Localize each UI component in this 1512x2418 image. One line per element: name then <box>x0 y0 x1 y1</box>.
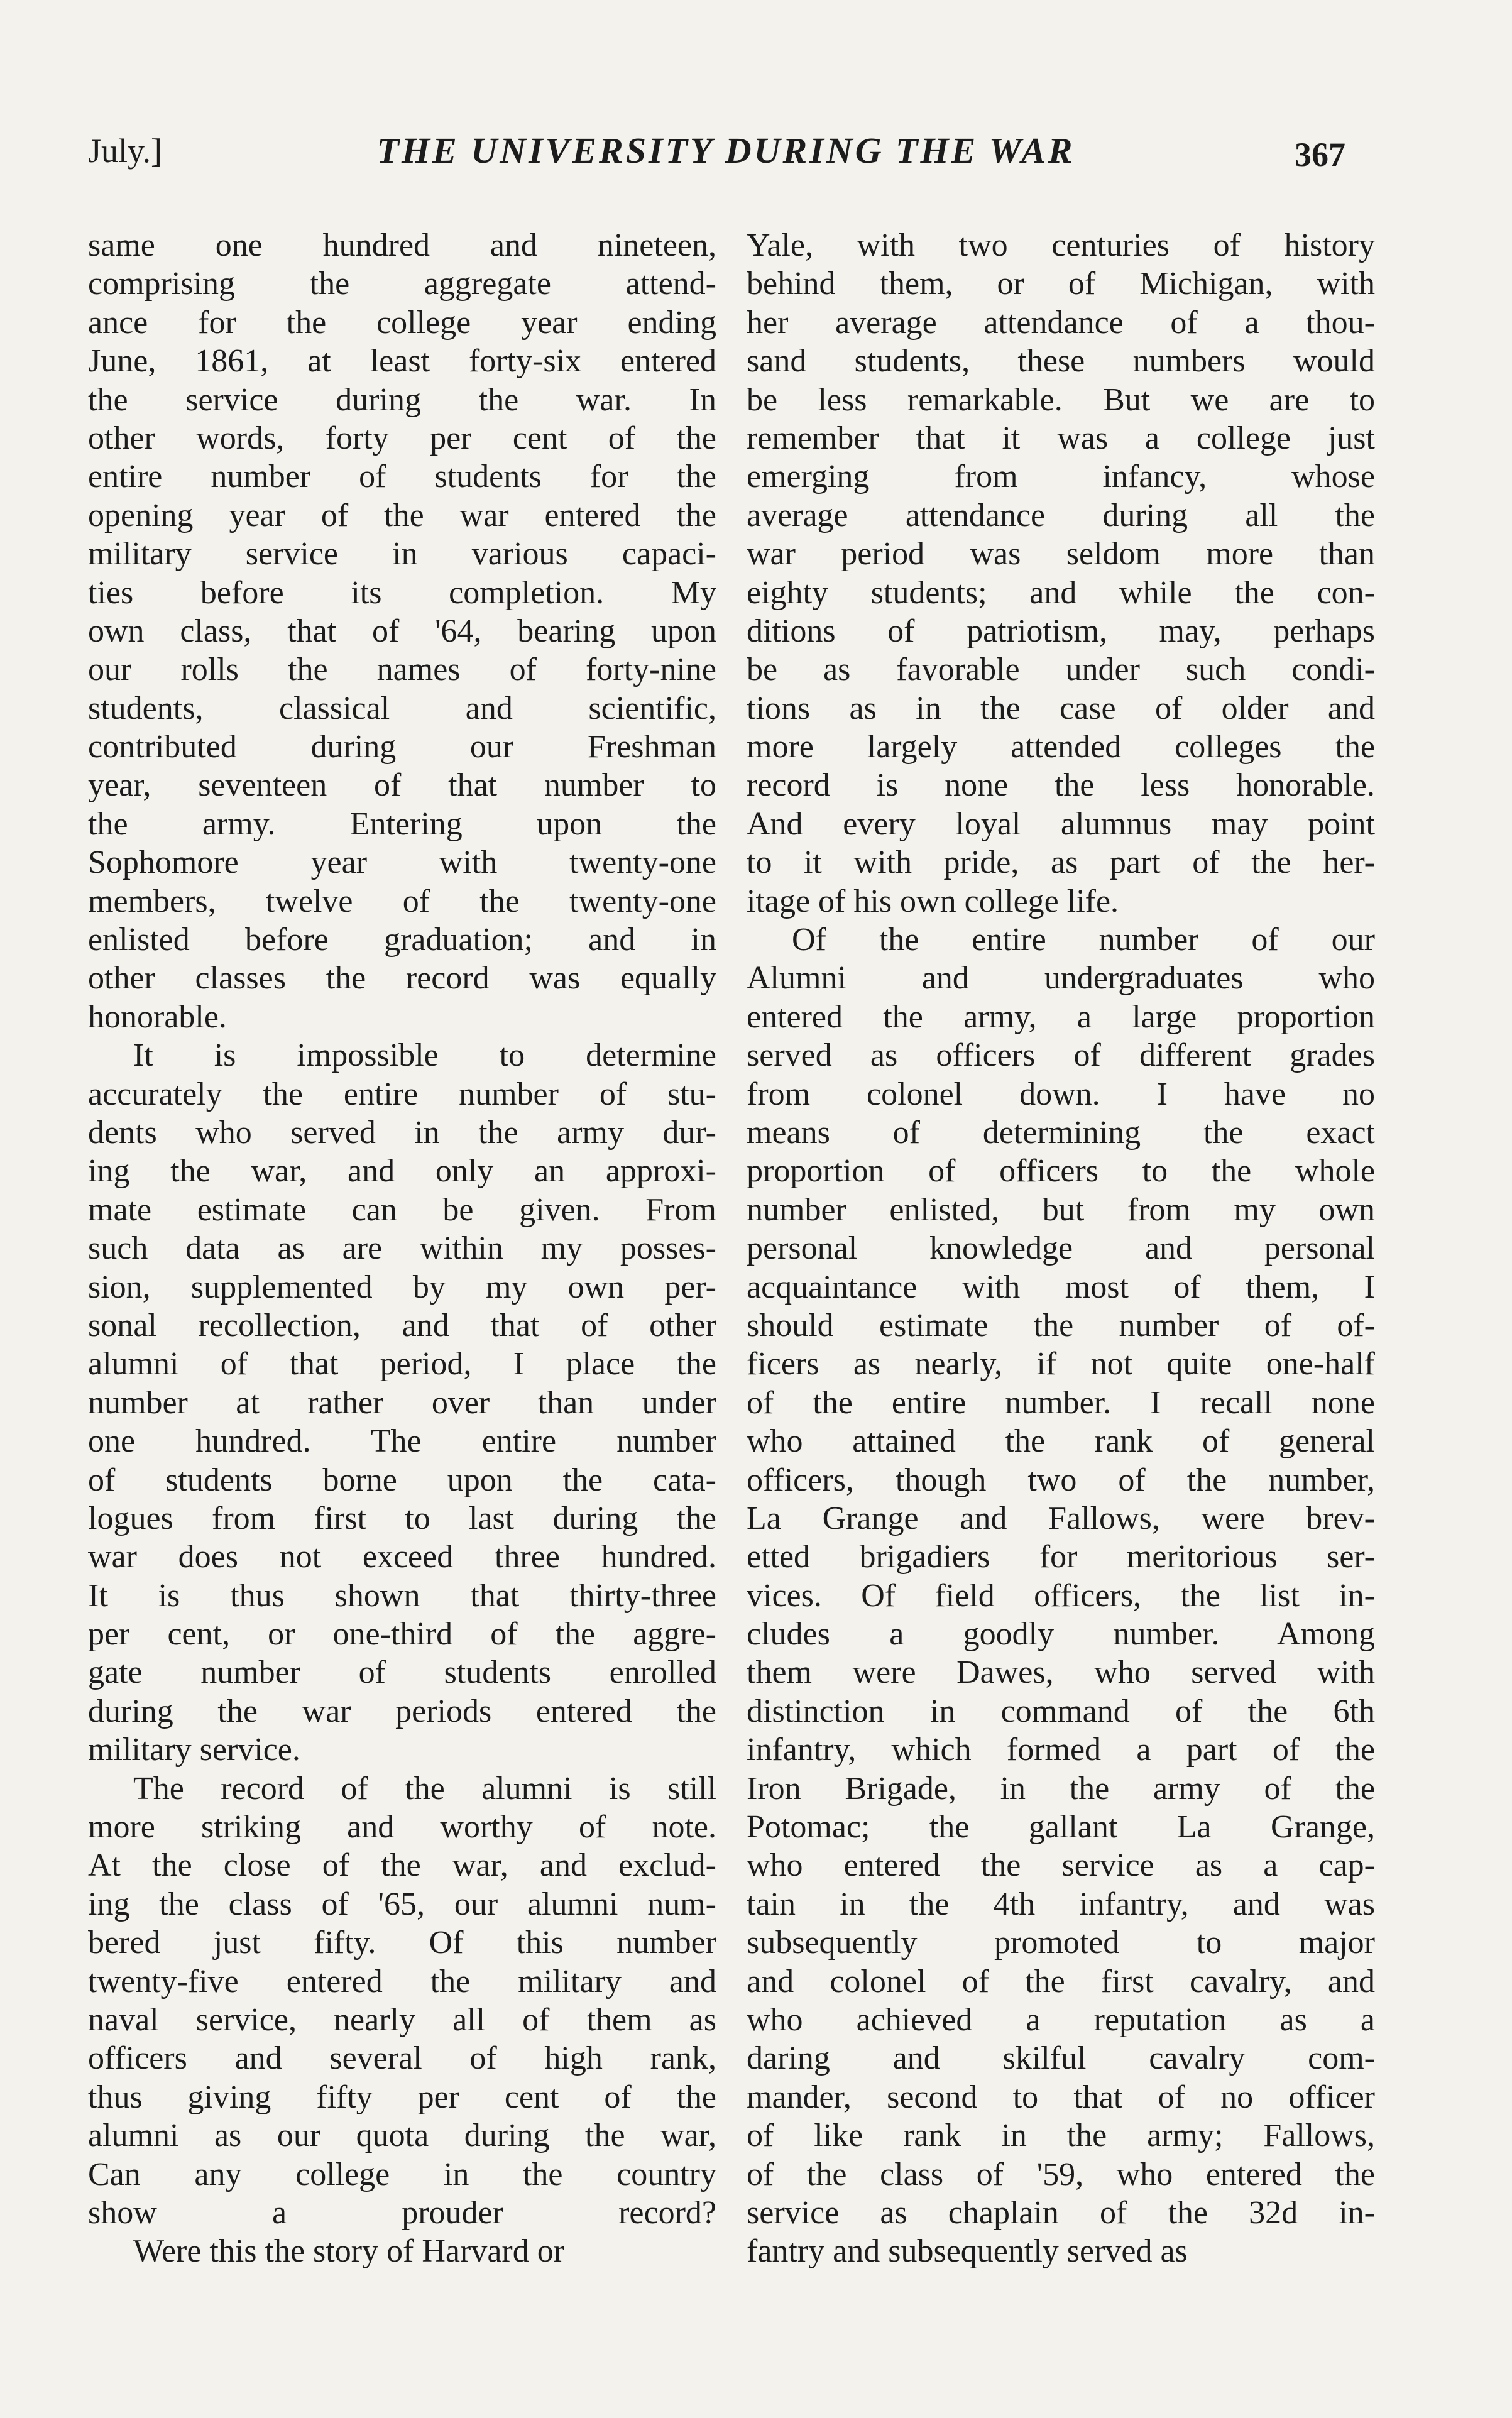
text-line: honorable. <box>88 998 227 1035</box>
text-line: Were this the story of Harvard or <box>133 2233 565 2270</box>
text-line: Can any college in the country <box>88 2156 716 2192</box>
text-line: of like rank in the army; Fallows, <box>747 2118 1375 2154</box>
text-line: show a prouder record? <box>88 2194 716 2231</box>
text-line: who attained the rank of general <box>747 1423 1375 1460</box>
text-line: distinction in command of the 6th <box>747 1693 1375 1729</box>
text-line: to it with pride, as part of the her- <box>747 845 1375 881</box>
text-line: number enlisted, but from my own <box>747 1191 1375 1228</box>
text-line: war does not exceed three hundred. <box>88 1539 716 1575</box>
text-line: military service in various capaci- <box>88 536 716 572</box>
text-line: officers and several of high rank, <box>88 2040 716 2077</box>
text-line: comprising the aggregate attend- <box>88 266 716 302</box>
text-line: thus giving fifty per cent of the <box>88 2079 716 2115</box>
text-line: personal knowledge and personal <box>747 1230 1375 1267</box>
text-line: Iron Brigade, in the army of the <box>747 1770 1375 1807</box>
text-line: war period was seldom more than <box>747 536 1375 572</box>
text-line: enlisted before graduation; and in <box>88 922 716 958</box>
text-line: service as chaplain of the 32d in- <box>747 2194 1375 2231</box>
text-line: from colonel down. I have no <box>747 1076 1375 1112</box>
text-line: number at rather over than under <box>88 1384 716 1421</box>
text-line: of the entire number. I recall none <box>747 1384 1375 1421</box>
text-line: dents who served in the army dur- <box>88 1114 716 1151</box>
text-line: ing the class of '65, our alumni num- <box>88 1886 716 1922</box>
text-line: should estimate the number of of- <box>747 1307 1375 1343</box>
text-line: sand students, these numbers would <box>747 343 1375 380</box>
text-line: accurately the entire number of stu- <box>88 1076 716 1112</box>
text-line: twenty-five entered the military and <box>88 1963 716 2000</box>
text-line: mate estimate can be given. From <box>88 1191 716 1228</box>
text-line: acquaintance with most of them, I <box>747 1269 1375 1305</box>
text-line: record is none the less honorable. <box>747 767 1375 804</box>
text-line: proportion of officers to the whole <box>747 1153 1375 1190</box>
text-line: and colonel of the first cavalry, and <box>747 1963 1375 2000</box>
text-line: remember that it was a college just <box>747 420 1375 456</box>
text-line: emerging from infancy, whose <box>747 459 1375 495</box>
text-line: daring and skilful cavalry com- <box>747 2040 1375 2077</box>
text-line: ficers as nearly, if not quite one-half <box>747 1346 1375 1382</box>
text-line: Alumni and undergraduates who <box>747 960 1375 997</box>
text-line: of the class of '59, who entered the <box>747 2156 1375 2192</box>
text-line: infantry, which formed a part of the <box>747 1732 1375 1768</box>
text-line: La Grange and Fallows, were brev- <box>747 1500 1375 1536</box>
text-line: vices. Of field officers, the list in- <box>747 1577 1375 1614</box>
text-line: Yale, with two centuries of history <box>747 227 1375 263</box>
text-line: sonal recollection, and that of other <box>88 1307 716 1343</box>
page-header <box>0 123 1512 185</box>
text-line: be as favorable under such condi- <box>747 652 1375 688</box>
text-line: such data as are within my posses- <box>88 1230 716 1267</box>
text-line: means of determining the exact <box>747 1114 1375 1151</box>
text-line: other words, forty per cent of the <box>88 420 716 456</box>
text-line: entered the army, a large proportion <box>747 998 1375 1035</box>
text-line: It is impossible to determine <box>133 1037 716 1074</box>
text-line: opening year of the war entered the <box>88 497 716 533</box>
text-line: our rolls the names of forty-nine <box>88 652 716 688</box>
text-line: The record of the alumni is still <box>133 1770 716 1807</box>
text-line: Potomac; the gallant La Grange, <box>747 1809 1375 1846</box>
text-line: mander, second to that of no officer <box>747 2079 1375 2115</box>
text-line: entire number of students for the <box>88 459 716 495</box>
text-line: ditions of patriotism, may, perhaps <box>747 613 1375 649</box>
text-line: June, 1861, at least forty-six entered <box>88 343 716 380</box>
text-line: officers, though two of the number, <box>747 1462 1375 1498</box>
text-line: behind them, or of Michigan, with <box>747 266 1375 302</box>
text-line: them were Dawes, who served with <box>747 1655 1375 1691</box>
text-line: tions as in the case of older and <box>747 690 1375 726</box>
text-line: ties before its completion. My <box>88 574 716 611</box>
text-line: be less remarkable. But we are to <box>747 381 1375 418</box>
text-line: fantry and subsequently served as <box>747 2233 1188 2270</box>
text-line: one hundred. The entire number <box>88 1423 716 1460</box>
running-head-date: July.] <box>88 132 162 170</box>
text-line: subsequently promoted to major <box>747 1925 1375 1961</box>
text-line: the service during the war. In <box>88 381 716 418</box>
text-line: more striking and worthy of note. <box>88 1809 716 1846</box>
text-line: her average attendance of a thou- <box>747 304 1375 341</box>
text-line: gate number of students enrolled <box>88 1655 716 1691</box>
text-line: year, seventeen of that number to <box>88 767 716 804</box>
text-line: who achieved a reputation as a <box>747 2001 1375 2038</box>
text-line: Of the entire number of our <box>792 922 1375 958</box>
text-line: ance for the college year ending <box>88 304 716 341</box>
text-line: tain in the 4th infantry, and was <box>747 1886 1375 1922</box>
text-line: cludes a goodly number. Among <box>747 1616 1375 1653</box>
text-line: same one hundred and nineteen, <box>88 227 716 263</box>
text-line: sion, supplemented by my own per- <box>88 1269 716 1305</box>
text-line: the army. Entering upon the <box>88 806 716 842</box>
running-head-title: THE UNIVERSITY DURING THE WAR <box>376 130 1075 171</box>
text-line: who entered the service as a cap- <box>747 1847 1375 1884</box>
text-line: contributed during our Freshman <box>88 729 716 765</box>
text-line: per cent, or one-third of the aggre- <box>88 1616 716 1653</box>
text-line: average attendance during all the <box>747 497 1375 533</box>
text-line: etted brigadiers for meritorious ser- <box>747 1539 1375 1575</box>
right-text-column <box>747 226 1375 2271</box>
page-number: 367 <box>1295 136 1345 173</box>
text-line: of students borne upon the cata- <box>88 1462 716 1498</box>
text-line: And every loyal alumnus may point <box>747 806 1375 842</box>
text-line: bered just fifty. Of this number <box>88 1925 716 1961</box>
text-line: naval service, nearly all of them as <box>88 2001 716 2038</box>
text-line: more largely attended colleges the <box>747 729 1375 765</box>
text-line: other classes the record was equally <box>88 960 716 997</box>
text-line: eighty students; and while the con- <box>747 574 1375 611</box>
text-line: students, classical and scientific, <box>88 690 716 726</box>
text-line: during the war periods entered the <box>88 1693 716 1729</box>
text-line: alumni as our quota during the war, <box>88 2118 716 2154</box>
left-text-column <box>88 226 716 2271</box>
text-line: members, twelve of the twenty-one <box>88 883 716 919</box>
text-line: Sophomore year with twenty-one <box>88 845 716 881</box>
text-line: logues from first to last during the <box>88 1500 716 1536</box>
text-line: own class, that of '64, bearing upon <box>88 613 716 649</box>
text-line: alumni of that period, I place the <box>88 1346 716 1382</box>
text-line: served as officers of different grades <box>747 1037 1375 1074</box>
text-line: ing the war, and only an approxi- <box>88 1153 716 1190</box>
text-line: itage of his own college life. <box>747 883 1119 919</box>
text-line: It is thus shown that thirty-three <box>88 1577 716 1614</box>
text-line: military service. <box>88 1732 300 1768</box>
text-line: At the close of the war, and exclud- <box>88 1847 716 1884</box>
